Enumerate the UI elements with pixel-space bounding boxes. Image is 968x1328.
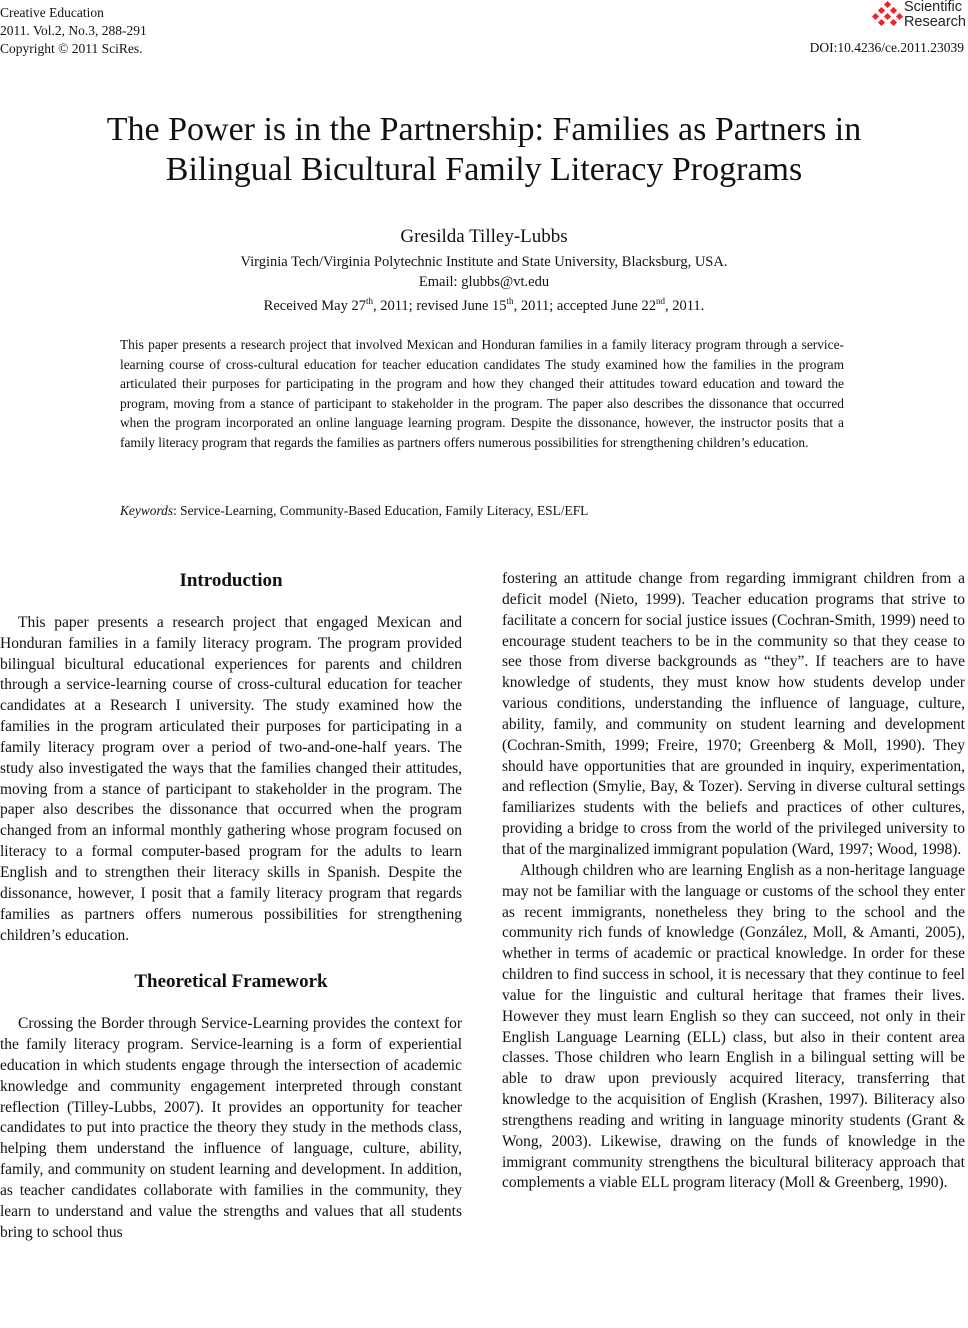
paper-title (0, 110, 968, 190)
accepted-sup: nd (655, 296, 665, 306)
section-heading-introduction: Introduction (179, 570, 283, 591)
journal-name: Creative Education (0, 5, 104, 20)
right-paragraph-1: fostering an attitude change from regarding immigrant children from a deficit model (Nieto, 1999). Teacher education programs that strive to facilitate a concern for social justice issues (Cochran-Smith, 1999) need to encourage student teachers to be in the community so that they cease to see those from diverse backgrounds as “they”. If teachers are to have knowledge of students, they must know how students develop under various conditions, understanding the influence of language, culture, ability, family, and community on student learning and development (Cochran-Smith, 1999; Freire, 1970; Greenberg & Moll, 1990). They should have opportunities that are grounded in inquiry, experimentation, and reflection (Smylie, Bay, & Tozer). Serving in diverse cultural settings familiarizes students with the beliefs and practices of other cultures, providing a bridge to cross from the world of the privileged university to that of the marginalized immigrant population (Ward, 1997; Wood, 1998). (502, 570, 965, 858)
right-column (502, 569, 965, 1194)
title-line-1: The Power is in the Partnership: Families as Partners in (106, 111, 862, 148)
received-dates (0, 291, 968, 316)
keywords (120, 503, 588, 519)
abstract: This paper presents a research project that involved Mexican and Honduran families in a family literacy program through a service-learning course of cross-cultural education for teacher education candidates The study examined how the families in the program articulated their purposes for participating in the program and how they changed their attitudes toward education and toward the program, moving from a stance of participant to stakeholder in the program. The paper also describes the dissonance that occurred when the program incorporated an online language learning program. Despite the dissonance, however, the instructor posits that a family literacy program that regards the families as partners offers numerous possibilities for strengthening children’s education. (120, 337, 844, 450)
section-heading-theoretical-framework: Theoretical Framework (134, 971, 328, 993)
theory-paragraph: Crossing the Border through Service-Learning provides the context for the family literacy program. Service-learning is a form of experiential education in which students engage through the intersection of academic knowledge and community engagement interpreted through constant reflection (Tilley-Lubbs, 2007). It provides an opportunity for teacher candidates to put into practice the theory they study in the methods class, helping them understand the influence of language, culture, ability, family, and community on student learning and development. In addition, as teacher candidates collaborate with families in the community, they learn to understand and value the strengths and values that all students bring to school thus (0, 1015, 462, 1241)
author-name: Gresilda Tilley-Lubbs (400, 226, 568, 247)
publisher-line2: Research (903, 14, 966, 30)
introduction-paragraph: This paper presents a research project that engaged Mexican and Honduran families in a family literacy program. The program provided bilingual bicultural educational experiences for parents and children through a service-learning course of cross-cultural education for teacher candidates at a Research I university. The study examined how the families in the program articulated their purposes for participating in a family literacy program over a period of two-and-one-half years. The study also investigated the ways that the families changed their attitudes, moving from a stance of participant to stakeholder in the program. The paper also describes the dissonance that occurred when the program changed from an informal monthly gathering whose program focused on literacy to a formal computer-based program for the adults to learn English and to strengthen their literacy skills in Spanish. Despite the dissonance, however, I posit that a family literacy program that regards families as partners offers numerous possibilities for strengthening children’s education. (0, 613, 462, 944)
copyright: Copyright © 2011 SciRes. (0, 41, 143, 56)
received-end: , 2011. (664, 297, 705, 314)
right-paragraph-2: Although children who are learning English as a non-heritage language may not be familiar with the language or customs of the school they enter as recent immigrants, nonetheless they bring to the school and the community rich funds of knowledge (González, Moll, & Amanti, 2005), whether in terms of academic or practical knowledge. In order for these children to find success in school, it is necessary that they continue to feel value for the linguistic and cultural heritage that frames their lives. However they must learn English so they can succeed, not only in their English Language Learning (ELL) class, but also in their content area classes. Those children who learn English in a bilingual setting will be able to draw upon previously acquired literacy, transferring that knowledge to the acquisition of English (Krashen, 1997). Biliteracy also strengthens reading and writing in language minority students (Grant & Wong, 2003). Likewise, drawing on the funds of knowledge in the immigrant community strengthens the bicultural biliteracy approach that complements a viable ELL program literacy (Moll & Greenberg, 1990). (502, 861, 965, 1192)
journal-header (0, 4, 147, 58)
keywords-label: Keywords (120, 503, 174, 518)
revised-sup: th (506, 296, 514, 306)
accepted-text: , 2011; accepted June 22 (513, 297, 656, 314)
revised-text: , 2011; revised June 15 (372, 297, 507, 314)
doi: DOI:10.4236/ce.2011.23039 (809, 40, 964, 55)
author-email: Email: glubbs@vt.edu (418, 274, 550, 290)
keywords-text: : Service-Learning, Community-Based Education, Family Literacy, ESL/EFL (173, 503, 589, 518)
journal-volume: 2011. Vol.2, No.3, 288-291 (0, 23, 147, 38)
publisher-name (904, 0, 966, 30)
publisher-line1: Scientific (903, 0, 962, 15)
left-column (0, 571, 462, 1243)
received-text: Received May 27 (263, 297, 366, 314)
publisher-logo (870, 0, 966, 30)
scirp-logo-icon (870, 0, 904, 30)
affiliation: Virginia Tech/Virginia Polytechnic Institute and State University, Blacksburg, USA. (240, 254, 728, 270)
title-line-2: Bilingual Bicultural Family Literacy Programs (165, 151, 803, 188)
received-sup: th (365, 296, 373, 306)
